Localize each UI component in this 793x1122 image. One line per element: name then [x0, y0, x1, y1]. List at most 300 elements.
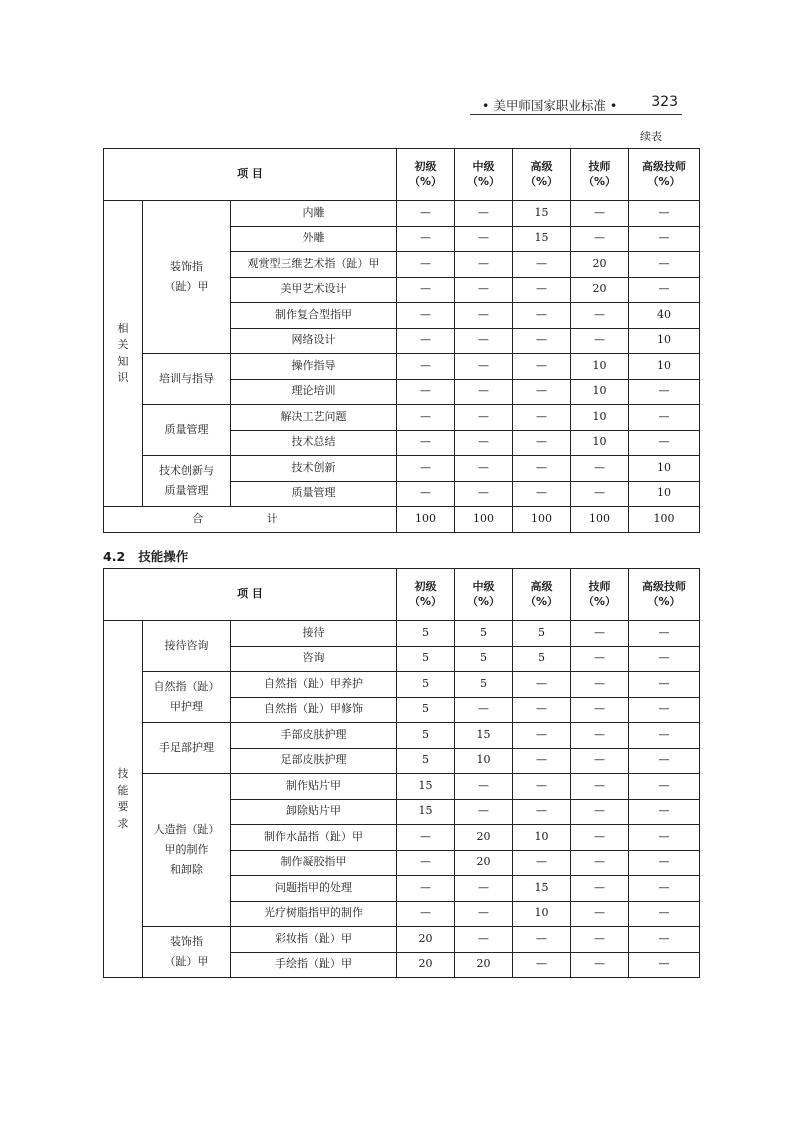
value-text: — [594, 957, 606, 971]
value-cell [513, 774, 571, 800]
value-cell [513, 277, 571, 303]
header-row [104, 149, 700, 201]
value-text: — [420, 256, 432, 270]
item-cell: 自然指（趾）甲养护 [231, 672, 397, 698]
value-text: — [420, 231, 432, 245]
value-text: — [594, 829, 606, 843]
value-text: 10 [534, 906, 549, 920]
group-label-line: 装饰指 [170, 935, 203, 949]
value-cell [629, 774, 700, 800]
page-number: 323 [651, 94, 678, 110]
value-text: — [420, 358, 432, 372]
value-cell [629, 825, 700, 851]
value-text: — [420, 906, 432, 920]
item-cell: 手绘指（趾）甲 [231, 952, 397, 978]
value-text: — [478, 384, 490, 398]
value-cell [397, 697, 455, 723]
item-cell: 手部皮肤护理 [231, 723, 397, 749]
value-text: — [420, 486, 432, 500]
value-cell [571, 277, 629, 303]
value-cell [629, 621, 700, 647]
table-row [104, 456, 700, 482]
value-cell [571, 430, 629, 456]
value-text: — [658, 231, 670, 245]
value-text: — [594, 702, 606, 716]
value-cell [455, 354, 513, 380]
value-cell [629, 901, 700, 927]
value-cell [513, 405, 571, 431]
table-row [104, 672, 700, 698]
value-cell [629, 201, 700, 227]
value-cell [571, 252, 629, 278]
group-label-line: 手足部护理 [159, 741, 214, 755]
value-text: 20 [418, 957, 433, 971]
value-cell [513, 825, 571, 851]
level-unit: （%） [409, 594, 443, 608]
value-text: 10 [592, 358, 607, 372]
value-text: 5 [422, 753, 430, 767]
item-cell: 制作复合型指甲 [231, 303, 397, 329]
value-cell [397, 226, 455, 252]
value-cell [455, 799, 513, 825]
value-cell [571, 850, 629, 876]
running-header-title: • 美甲师国家职业标准 • [482, 98, 618, 113]
value-text: — [536, 957, 548, 971]
group-label-line: 甲的制作 [164, 843, 209, 857]
value-cell [513, 481, 571, 507]
value-cell [455, 672, 513, 698]
level-unit: （%） [647, 174, 681, 188]
value-text: — [594, 778, 606, 792]
value-text: — [536, 282, 548, 296]
value-cell [571, 774, 629, 800]
value-cell [397, 672, 455, 698]
value-text: — [658, 435, 670, 449]
total-value: 100 [455, 507, 513, 533]
value-cell [397, 303, 455, 329]
value-cell [629, 277, 700, 303]
value-cell [629, 430, 700, 456]
value-cell [455, 723, 513, 749]
value-cell [513, 952, 571, 978]
value-text: — [658, 282, 670, 296]
value-cell [513, 328, 571, 354]
value-cell [513, 379, 571, 405]
value-cell [397, 252, 455, 278]
value-text: — [478, 804, 490, 818]
value-cell [455, 277, 513, 303]
item-cell: 技术创新 [231, 456, 397, 482]
value-cell [397, 456, 455, 482]
value-cell [571, 748, 629, 774]
item-cell: 制作水晶指（趾）甲 [231, 825, 397, 851]
value-text: 10 [592, 384, 607, 398]
value-cell [571, 672, 629, 698]
item-cell: 观赏型三维艺术指（趾）甲 [231, 252, 397, 278]
value-cell [455, 226, 513, 252]
value-text: — [478, 307, 490, 321]
table-row [104, 201, 700, 227]
level-column-header [571, 149, 629, 201]
value-text: — [658, 625, 670, 639]
value-cell [397, 748, 455, 774]
skill-weight-table [103, 568, 700, 978]
value-text: 15 [476, 727, 491, 741]
value-cell [513, 646, 571, 672]
value-text: 20 [476, 829, 491, 843]
value-cell [571, 799, 629, 825]
value-cell [571, 723, 629, 749]
value-text: — [536, 778, 548, 792]
value-cell [513, 723, 571, 749]
total-value: 100 [571, 507, 629, 533]
value-cell [571, 328, 629, 354]
group-label-line: 和卸除 [170, 862, 203, 876]
value-cell [629, 672, 700, 698]
level-name: 技师 [588, 579, 611, 593]
level-unit: （%） [583, 174, 617, 188]
value-cell [397, 354, 455, 380]
value-text: 40 [657, 307, 672, 321]
section-heading [103, 547, 188, 565]
value-text: — [658, 829, 670, 843]
value-text: 20 [418, 931, 433, 945]
value-cell [571, 697, 629, 723]
value-text: — [658, 384, 670, 398]
level-column-header [629, 569, 700, 621]
item-cell: 自然指（趾）甲修饰 [231, 697, 397, 723]
value-text: — [594, 486, 606, 500]
value-cell [571, 825, 629, 851]
value-cell [571, 646, 629, 672]
value-text: — [478, 702, 490, 716]
value-text: — [594, 727, 606, 741]
value-text: — [536, 804, 548, 818]
value-text: 10 [657, 486, 672, 500]
level-unit: （%） [525, 594, 559, 608]
value-cell [629, 252, 700, 278]
value-cell [629, 354, 700, 380]
value-cell [455, 430, 513, 456]
group-cell [143, 774, 231, 927]
value-text: — [478, 435, 490, 449]
item-cell: 理论培训 [231, 379, 397, 405]
value-text: 5 [480, 651, 488, 665]
value-text: — [594, 753, 606, 767]
value-text: — [658, 256, 670, 270]
value-cell [455, 901, 513, 927]
value-text: 15 [418, 778, 433, 792]
value-text: — [536, 435, 548, 449]
group-label-line: 质量管理 [164, 423, 209, 437]
value-cell [455, 646, 513, 672]
value-text: — [420, 307, 432, 321]
value-text: 5 [422, 651, 430, 665]
value-cell [397, 405, 455, 431]
value-text: — [594, 931, 606, 945]
value-text: 5 [480, 676, 488, 690]
value-cell [513, 252, 571, 278]
value-cell [513, 226, 571, 252]
value-text: — [658, 651, 670, 665]
value-cell [455, 328, 513, 354]
group-label-line: 接待咨询 [164, 639, 209, 653]
value-cell [397, 201, 455, 227]
item-cell: 外雕 [231, 226, 397, 252]
value-cell [455, 850, 513, 876]
table-row [104, 405, 700, 431]
value-text: — [658, 409, 670, 423]
value-text: — [594, 460, 606, 474]
value-text: — [594, 804, 606, 818]
value-cell [397, 481, 455, 507]
value-text: — [420, 855, 432, 869]
value-cell [513, 430, 571, 456]
value-cell [513, 697, 571, 723]
item-cell: 制作凝胶指甲 [231, 850, 397, 876]
value-text: — [594, 231, 606, 245]
value-text: — [594, 855, 606, 869]
value-text: 5 [538, 651, 546, 665]
value-text: — [594, 880, 606, 894]
value-text: 10 [592, 409, 607, 423]
total-row [104, 507, 700, 533]
value-text: 20 [592, 256, 607, 270]
value-text: — [594, 906, 606, 920]
value-text: — [658, 957, 670, 971]
value-cell [513, 850, 571, 876]
value-text: — [478, 906, 490, 920]
item-cell: 制作贴片甲 [231, 774, 397, 800]
value-cell [629, 481, 700, 507]
value-cell [397, 379, 455, 405]
category-cell [104, 201, 143, 507]
section-number: 4.2 [103, 549, 126, 564]
value-cell [629, 379, 700, 405]
value-cell [571, 226, 629, 252]
value-cell [455, 379, 513, 405]
value-cell [455, 303, 513, 329]
value-cell [571, 456, 629, 482]
category-label: 技能要求 [117, 767, 129, 830]
value-text: 15 [534, 205, 549, 219]
item-cell: 足部皮肤护理 [231, 748, 397, 774]
item-cell: 接待 [231, 621, 397, 647]
level-unit: （%） [525, 174, 559, 188]
value-cell [629, 927, 700, 953]
value-cell [513, 303, 571, 329]
value-text: — [420, 880, 432, 894]
value-cell [629, 405, 700, 431]
value-cell [455, 774, 513, 800]
value-cell [629, 697, 700, 723]
value-text: — [478, 256, 490, 270]
value-cell [455, 456, 513, 482]
level-name: 中级 [472, 579, 495, 593]
item-cell: 光疗树脂指甲的制作 [231, 901, 397, 927]
level-name: 高级技师 [642, 579, 687, 593]
value-cell [397, 328, 455, 354]
category-label: 相关知识 [117, 321, 129, 384]
value-text: 10 [592, 435, 607, 449]
value-text: — [594, 205, 606, 219]
value-text: 15 [534, 880, 549, 894]
value-cell [455, 748, 513, 774]
group-cell [143, 354, 231, 405]
value-text: — [658, 676, 670, 690]
value-text: — [478, 778, 490, 792]
level-unit: （%） [647, 594, 681, 608]
value-text: 20 [592, 282, 607, 296]
value-text: — [420, 205, 432, 219]
value-cell [571, 405, 629, 431]
value-cell [397, 952, 455, 978]
value-text: 10 [657, 460, 672, 474]
level-name: 初级 [414, 579, 437, 593]
value-cell [571, 901, 629, 927]
group-label-line: 装饰指 [170, 260, 203, 274]
level-column-header [513, 149, 571, 201]
item-cell: 质量管理 [231, 481, 397, 507]
value-text: — [536, 855, 548, 869]
total-value: 100 [629, 507, 700, 533]
value-cell [629, 328, 700, 354]
group-cell [143, 621, 231, 672]
value-text: — [420, 829, 432, 843]
value-cell [629, 456, 700, 482]
value-cell [629, 876, 700, 902]
value-text: — [536, 753, 548, 767]
item-cell: 网络设计 [231, 328, 397, 354]
value-text: — [536, 307, 548, 321]
value-text: 10 [534, 829, 549, 843]
item-cell: 问题指甲的处理 [231, 876, 397, 902]
value-text: — [478, 205, 490, 219]
group-label-line: 质量管理 [164, 484, 209, 497]
header-row [104, 569, 700, 621]
level-unit: （%） [467, 174, 501, 188]
value-cell [397, 723, 455, 749]
value-cell [571, 303, 629, 329]
value-cell [571, 927, 629, 953]
table-row [104, 723, 700, 749]
value-cell [455, 952, 513, 978]
value-cell [571, 876, 629, 902]
group-label-line: （趾）甲 [164, 280, 209, 293]
value-text: — [420, 409, 432, 423]
value-text: — [478, 486, 490, 500]
item-cell: 卸除贴片甲 [231, 799, 397, 825]
level-name: 高级 [530, 579, 553, 593]
value-cell [571, 379, 629, 405]
item-column-header [104, 149, 397, 201]
value-text: — [536, 460, 548, 474]
knowledge-weight-table [103, 148, 700, 533]
value-text: — [478, 231, 490, 245]
value-cell [571, 621, 629, 647]
value-text: — [658, 906, 670, 920]
value-text: — [658, 727, 670, 741]
value-cell [397, 430, 455, 456]
item-cell: 解决工艺问题 [231, 405, 397, 431]
value-text: — [658, 804, 670, 818]
value-cell [513, 799, 571, 825]
value-text: — [420, 435, 432, 449]
value-text: 15 [534, 231, 549, 245]
group-label-line: 培训与指导 [159, 372, 214, 386]
value-text: — [658, 205, 670, 219]
value-cell [571, 952, 629, 978]
value-text: — [536, 358, 548, 372]
group-label-line: 甲护理 [170, 700, 203, 713]
group-label-line: （趾）甲 [164, 955, 209, 968]
total-value: 100 [397, 507, 455, 533]
value-text: — [594, 676, 606, 690]
value-cell [629, 850, 700, 876]
table-row [104, 621, 700, 647]
value-cell [629, 952, 700, 978]
value-cell [629, 303, 700, 329]
level-name: 技师 [588, 159, 611, 173]
value-text: — [478, 460, 490, 474]
group-cell [143, 405, 231, 456]
value-cell [513, 456, 571, 482]
value-cell [629, 646, 700, 672]
value-text: — [594, 651, 606, 665]
item-column-header [104, 569, 397, 621]
value-text: — [536, 384, 548, 398]
level-column-header [397, 569, 455, 621]
value-cell [513, 876, 571, 902]
value-text: — [420, 460, 432, 474]
value-text: 5 [422, 625, 430, 639]
level-column-header [513, 569, 571, 621]
value-text: — [478, 880, 490, 894]
value-text: — [658, 753, 670, 767]
value-text: 20 [476, 855, 491, 869]
value-text: — [658, 855, 670, 869]
level-column-header [455, 569, 513, 621]
table-row [104, 774, 700, 800]
total-value: 100 [513, 507, 571, 533]
item-cell: 彩妆指（趾）甲 [231, 927, 397, 953]
value-text: — [478, 282, 490, 296]
value-cell [513, 672, 571, 698]
value-cell [397, 799, 455, 825]
value-cell [629, 723, 700, 749]
item-cell: 咨询 [231, 646, 397, 672]
value-cell [397, 876, 455, 902]
group-cell [143, 456, 231, 507]
total-label: 合 计 [104, 507, 397, 533]
level-unit: （%） [583, 594, 617, 608]
value-cell [397, 927, 455, 953]
level-column-header [629, 149, 700, 201]
value-cell [513, 927, 571, 953]
value-cell [397, 825, 455, 851]
item-cell: 内雕 [231, 201, 397, 227]
level-name: 高级 [530, 159, 553, 173]
level-name: 高级技师 [642, 159, 687, 173]
item-cell: 操作指导 [231, 354, 397, 380]
value-text: — [594, 625, 606, 639]
value-text: — [478, 409, 490, 423]
value-cell [629, 799, 700, 825]
value-text: — [536, 256, 548, 270]
value-cell [397, 277, 455, 303]
value-text: — [420, 333, 432, 347]
value-cell [513, 748, 571, 774]
